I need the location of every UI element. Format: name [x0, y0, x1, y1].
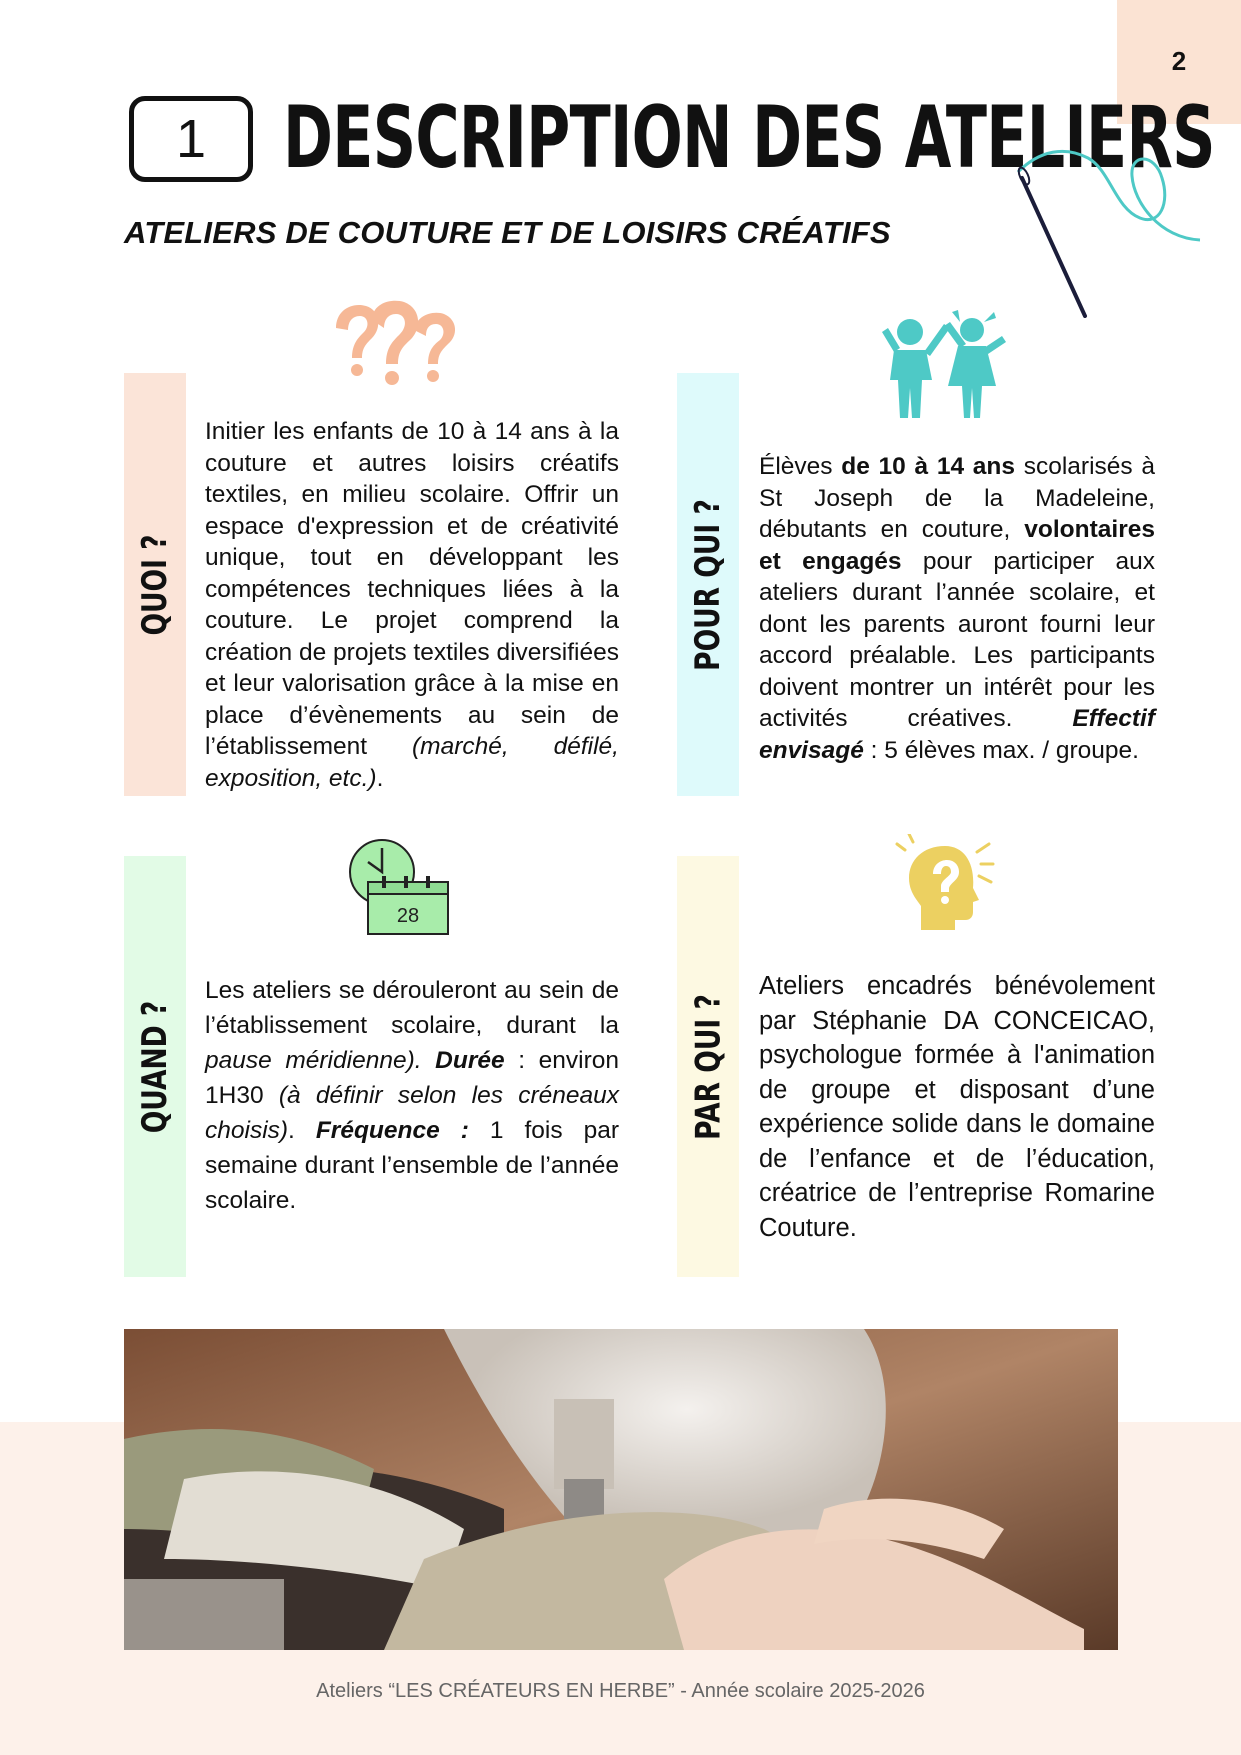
quand-label: QUAND ? [135, 1000, 175, 1133]
page-title: DESCRIPTION DES ATELIERS [283, 88, 1215, 188]
quoi-text: Initier les enfants de 10 à 14 ans à la couture et autres loisirs créatifs textiles, en milieu scolaire. Offrir un espace d'expression et de créativité unique, tout en développant les compétences techniques liées à la couture. Le projet comprend la création de projets textiles diversifiées et leur valorisation grâce à la mise en place d’évènements au sein de l’établissement (marché, défilé, exposition, etc.). [205, 418, 619, 792]
footer-text: Ateliers “LES CRÉATEURS EN HERBE” - Année scolaire 2025-2026 [316, 1680, 925, 1702]
pour-qui-text: Élèves de 10 à 14 ans scolarisés à St Joseph de la Madeleine, débutants en couture, volontaires et engagés pour participer aux ateliers durant l’année scolaire, et dont les parents auront fourni leur accord préalable. Les participants doivent montrer un intérêt pour les activités créatives. Effectif envisagé : 5 élèves max. / groupe. [759, 453, 1155, 764]
page-subtitle: ATELIERS DE COUTURE ET DE LOISIRS CRÉATIFS [124, 215, 891, 250]
quand-text: Les ateliers se dérouleront au sein de l’établissement scolaire, durant la pause méridienne). Durée : environ 1H30 (à définir selon les créneaux choisis). Fréquence : 1 fois par semaine durant l’ensemble de l’année scolaire. [205, 977, 620, 1214]
quand-bar [124, 856, 186, 1277]
needle-thread-icon [1010, 148, 1210, 318]
par-qui-text: Ateliers encadrés bénévolement par Stéphanie DA CONCEICAO, psychologue formée à l'animation de groupe et disposant d’une expérience solide dans le domaine de l’enfance et de l’éducation, créatrice de l’entreprise Romarine Couture. [759, 972, 1155, 1242]
quoi-label: QUOI ? [135, 533, 175, 636]
pour-qui-bar [677, 373, 739, 796]
thinking-head-icon [895, 834, 995, 932]
pour-qui-label: POUR QUI ? [688, 498, 729, 671]
clock-calendar-icon [344, 836, 452, 938]
section-number-box: 1 [129, 96, 253, 182]
children-icon [880, 308, 1010, 420]
quoi-bar [124, 373, 186, 796]
calendar-day: 28 [396, 905, 420, 927]
sewing-machine-photo [124, 1329, 1118, 1650]
par-qui-bar [677, 856, 739, 1277]
question-marks-icon [330, 300, 460, 392]
page-number: 2 [1117, 0, 1241, 124]
par-qui-label: PAR QUI ? [688, 993, 729, 1140]
